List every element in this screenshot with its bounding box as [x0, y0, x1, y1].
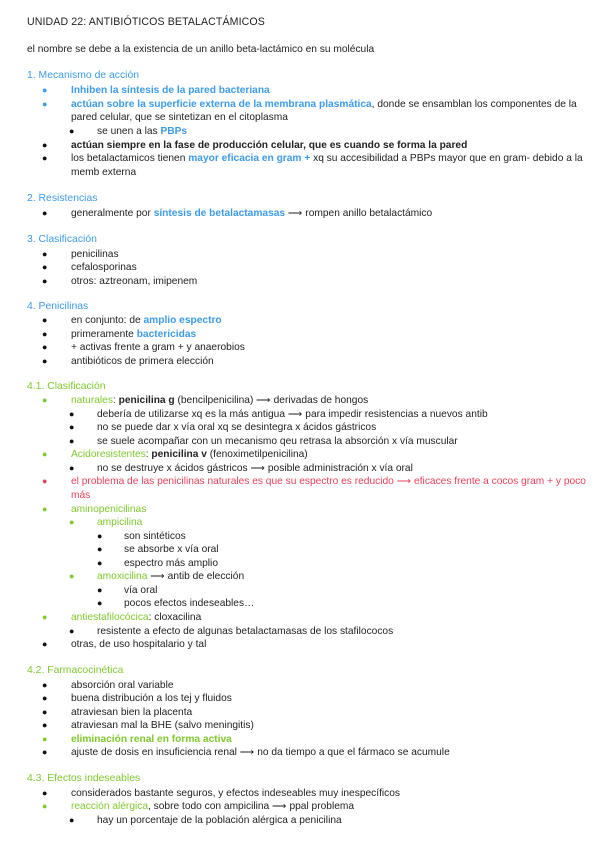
- bullet-icon: ●: [69, 571, 75, 581]
- bullet-icon: ●: [42, 612, 48, 622]
- bullet-icon: ●: [42, 99, 48, 109]
- list-item: ● ajuste de dosis en insuficiencia renal ⟶ no da tiempo a que el fármaco se acumule: [42, 747, 450, 758]
- list-item: ● se suele acompañar con un mecanismo qeu retrasa la absorción x vía muscular: [69, 436, 458, 447]
- document-title: UNIDAD 22: ANTIBIÓTICOS BETALACTÁMICOS: [27, 16, 265, 28]
- bullet-icon: ●: [42, 788, 48, 798]
- heading-resistencias: 2. Resistencias: [27, 193, 98, 204]
- bullet-icon: ●: [97, 544, 103, 554]
- bullet-icon: ●: [42, 504, 48, 514]
- bullet-icon: ●: [42, 801, 48, 811]
- heading-penicilinas: 4. Penicilinas: [27, 301, 89, 312]
- bullet-icon: ●: [97, 585, 103, 595]
- list-item: ● se absorbe x vía oral: [97, 544, 219, 555]
- list-item: ● antiestafilocócica: cloxacilina: [42, 612, 202, 623]
- list-item: ● cefalosporinas: [42, 262, 137, 273]
- list-item: ● no se puede dar x vía oral xq se desintegra x ácidos gástricos: [69, 422, 377, 433]
- intro-text: el nombre se debe a la existencia de un anillo beta-lactámico en su molécula: [27, 44, 375, 55]
- list-item: ● + activas frente a gram + y anaerobios: [42, 342, 245, 353]
- list-item: ● antibióticos de primera elección: [42, 356, 214, 367]
- list-item: ● no se destruye x ácidos gástricos ⟶ posible administración x vía oral: [69, 463, 413, 474]
- list-item: ● atraviesan mal la BHE (salvo meningitis): [42, 720, 254, 731]
- heading-clasificacion-4-1: 4.1. Clasificación: [27, 381, 106, 392]
- heading-efectos-indeseables: 4.3. Efectos indeseables: [27, 773, 141, 784]
- bullet-icon: ●: [42, 208, 48, 218]
- list-item: ● considerados bastante seguros, y efectos indeseables muy inespecíficos: [42, 788, 401, 799]
- list-item-continuation: memb externa: [71, 167, 137, 178]
- list-item: ● vía oral: [97, 585, 158, 596]
- bullet-icon: ●: [42, 153, 48, 163]
- list-item: ● se unen a las PBPs: [69, 126, 188, 137]
- bullet-icon: ●: [69, 815, 75, 825]
- bullet-icon: ●: [69, 626, 75, 636]
- list-item: ● son sintéticos: [97, 531, 186, 542]
- list-item: ● primeramente bactericidas: [42, 329, 197, 340]
- list-item: ● debería de utilizarse xq es la más antigua ⟶ para impedir resistencias a nuevos antib: [69, 409, 488, 420]
- bullet-icon: ●: [42, 342, 48, 352]
- list-item: ● el problema de las penicilinas naturales es que su espectro es reducido ⟶ eficaces frente a cocos gram + y poco: [42, 476, 586, 487]
- list-item-continuation: más: [71, 490, 91, 501]
- bullet-icon: ●: [42, 262, 48, 272]
- bullet-icon: ●: [42, 720, 48, 730]
- heading-clasificacion: 3. Clasificación: [27, 234, 97, 245]
- bullet-icon: ●: [42, 85, 48, 95]
- bullet-icon: ●: [97, 531, 103, 541]
- bullet-icon: ●: [42, 356, 48, 366]
- bullet-icon: ●: [69, 436, 75, 446]
- list-item: ● ampicilina: [69, 517, 143, 528]
- list-item: ● Inhiben la síntesis de la pared bacteriana: [42, 85, 270, 96]
- list-item: ● actúan siempre en la fase de producción celular, que es cuando se forma la pared: [42, 140, 468, 151]
- list-item: ● atraviesan bien la placenta: [42, 707, 193, 718]
- bullet-icon: ●: [42, 639, 48, 649]
- bullet-icon: ●: [69, 463, 75, 473]
- bullet-icon: ●: [42, 747, 48, 757]
- bullet-icon: ●: [42, 276, 48, 286]
- bullet-icon: ●: [42, 140, 48, 150]
- list-item: ● absorción oral variable: [42, 680, 174, 691]
- list-item: ● resistente a efecto de algunas betalactamasas de los stafilococos: [69, 626, 394, 637]
- list-item-continuation: pared celular, que se sintetizan en el citoplasma: [71, 112, 288, 123]
- list-item: ● espectro más amplio: [97, 558, 218, 569]
- list-item: ● pocos efectos indeseables…: [97, 598, 255, 609]
- bullet-icon: ●: [69, 422, 75, 432]
- bullet-icon: ●: [42, 707, 48, 717]
- list-item: ● amoxicilina ⟶ antib de elección: [69, 571, 245, 582]
- bullet-icon: ●: [97, 558, 103, 568]
- list-item: ● actúan sobre la superficie externa de la membrana plasmática, donde se ensamblan los componentes de la: [42, 99, 577, 110]
- bullet-icon: ●: [42, 680, 48, 690]
- list-item: ● buena distribución a los tej y fluidos: [42, 693, 232, 704]
- list-item: ● otros: aztreonam, imipenem: [42, 276, 198, 287]
- bullet-icon: ●: [97, 598, 103, 608]
- bullet-icon: ●: [42, 476, 48, 486]
- list-item: ● Acidoresistentes: penicilina v (fenoximetilpenicilina): [42, 449, 308, 460]
- bullet-icon: ●: [42, 315, 48, 325]
- heading-farmacocinetica: 4.2. Farmacocinética: [27, 665, 124, 676]
- list-item: ● en conjunto: de amplio espectro: [42, 315, 222, 326]
- bullet-icon: ●: [42, 249, 48, 259]
- list-item: ● eliminación renal en forma activa: [42, 734, 232, 745]
- bullet-icon: ●: [42, 734, 48, 744]
- list-item: ● reacción alérgica, sobre todo con ampicilina ⟶ ppal problema: [42, 801, 355, 812]
- list-item: ● penicilinas: [42, 249, 119, 260]
- bullet-icon: ●: [42, 693, 48, 703]
- list-item: ● aminopenicilinas: [42, 504, 147, 515]
- list-item: ● generalmente por síntesis de betalactamasas ⟶ rompen anillo betalactámico: [42, 208, 433, 219]
- list-item: ● naturales: penicilina g (bencilpenicilina) ⟶ derivadas de hongos: [42, 395, 369, 406]
- bullet-icon: ●: [69, 517, 75, 527]
- list-item: ● los betalactamicos tienen mayor eficacia en gram + xq su accesibilidad a PBPs mayor que en gram- debido a la: [42, 153, 583, 164]
- bullet-icon: ●: [42, 329, 48, 339]
- list-item: ● hay un porcentaje de la población alérgica a penicilina: [69, 815, 342, 826]
- bullet-icon: ●: [42, 449, 48, 459]
- bullet-icon: ●: [42, 395, 48, 405]
- bullet-icon: ●: [69, 126, 75, 136]
- list-item: ● otras, de uso hospitalario y tal: [42, 639, 207, 650]
- heading-mecanismo: 1. Mecanismo de acción: [27, 70, 140, 81]
- bullet-icon: ●: [69, 409, 75, 419]
